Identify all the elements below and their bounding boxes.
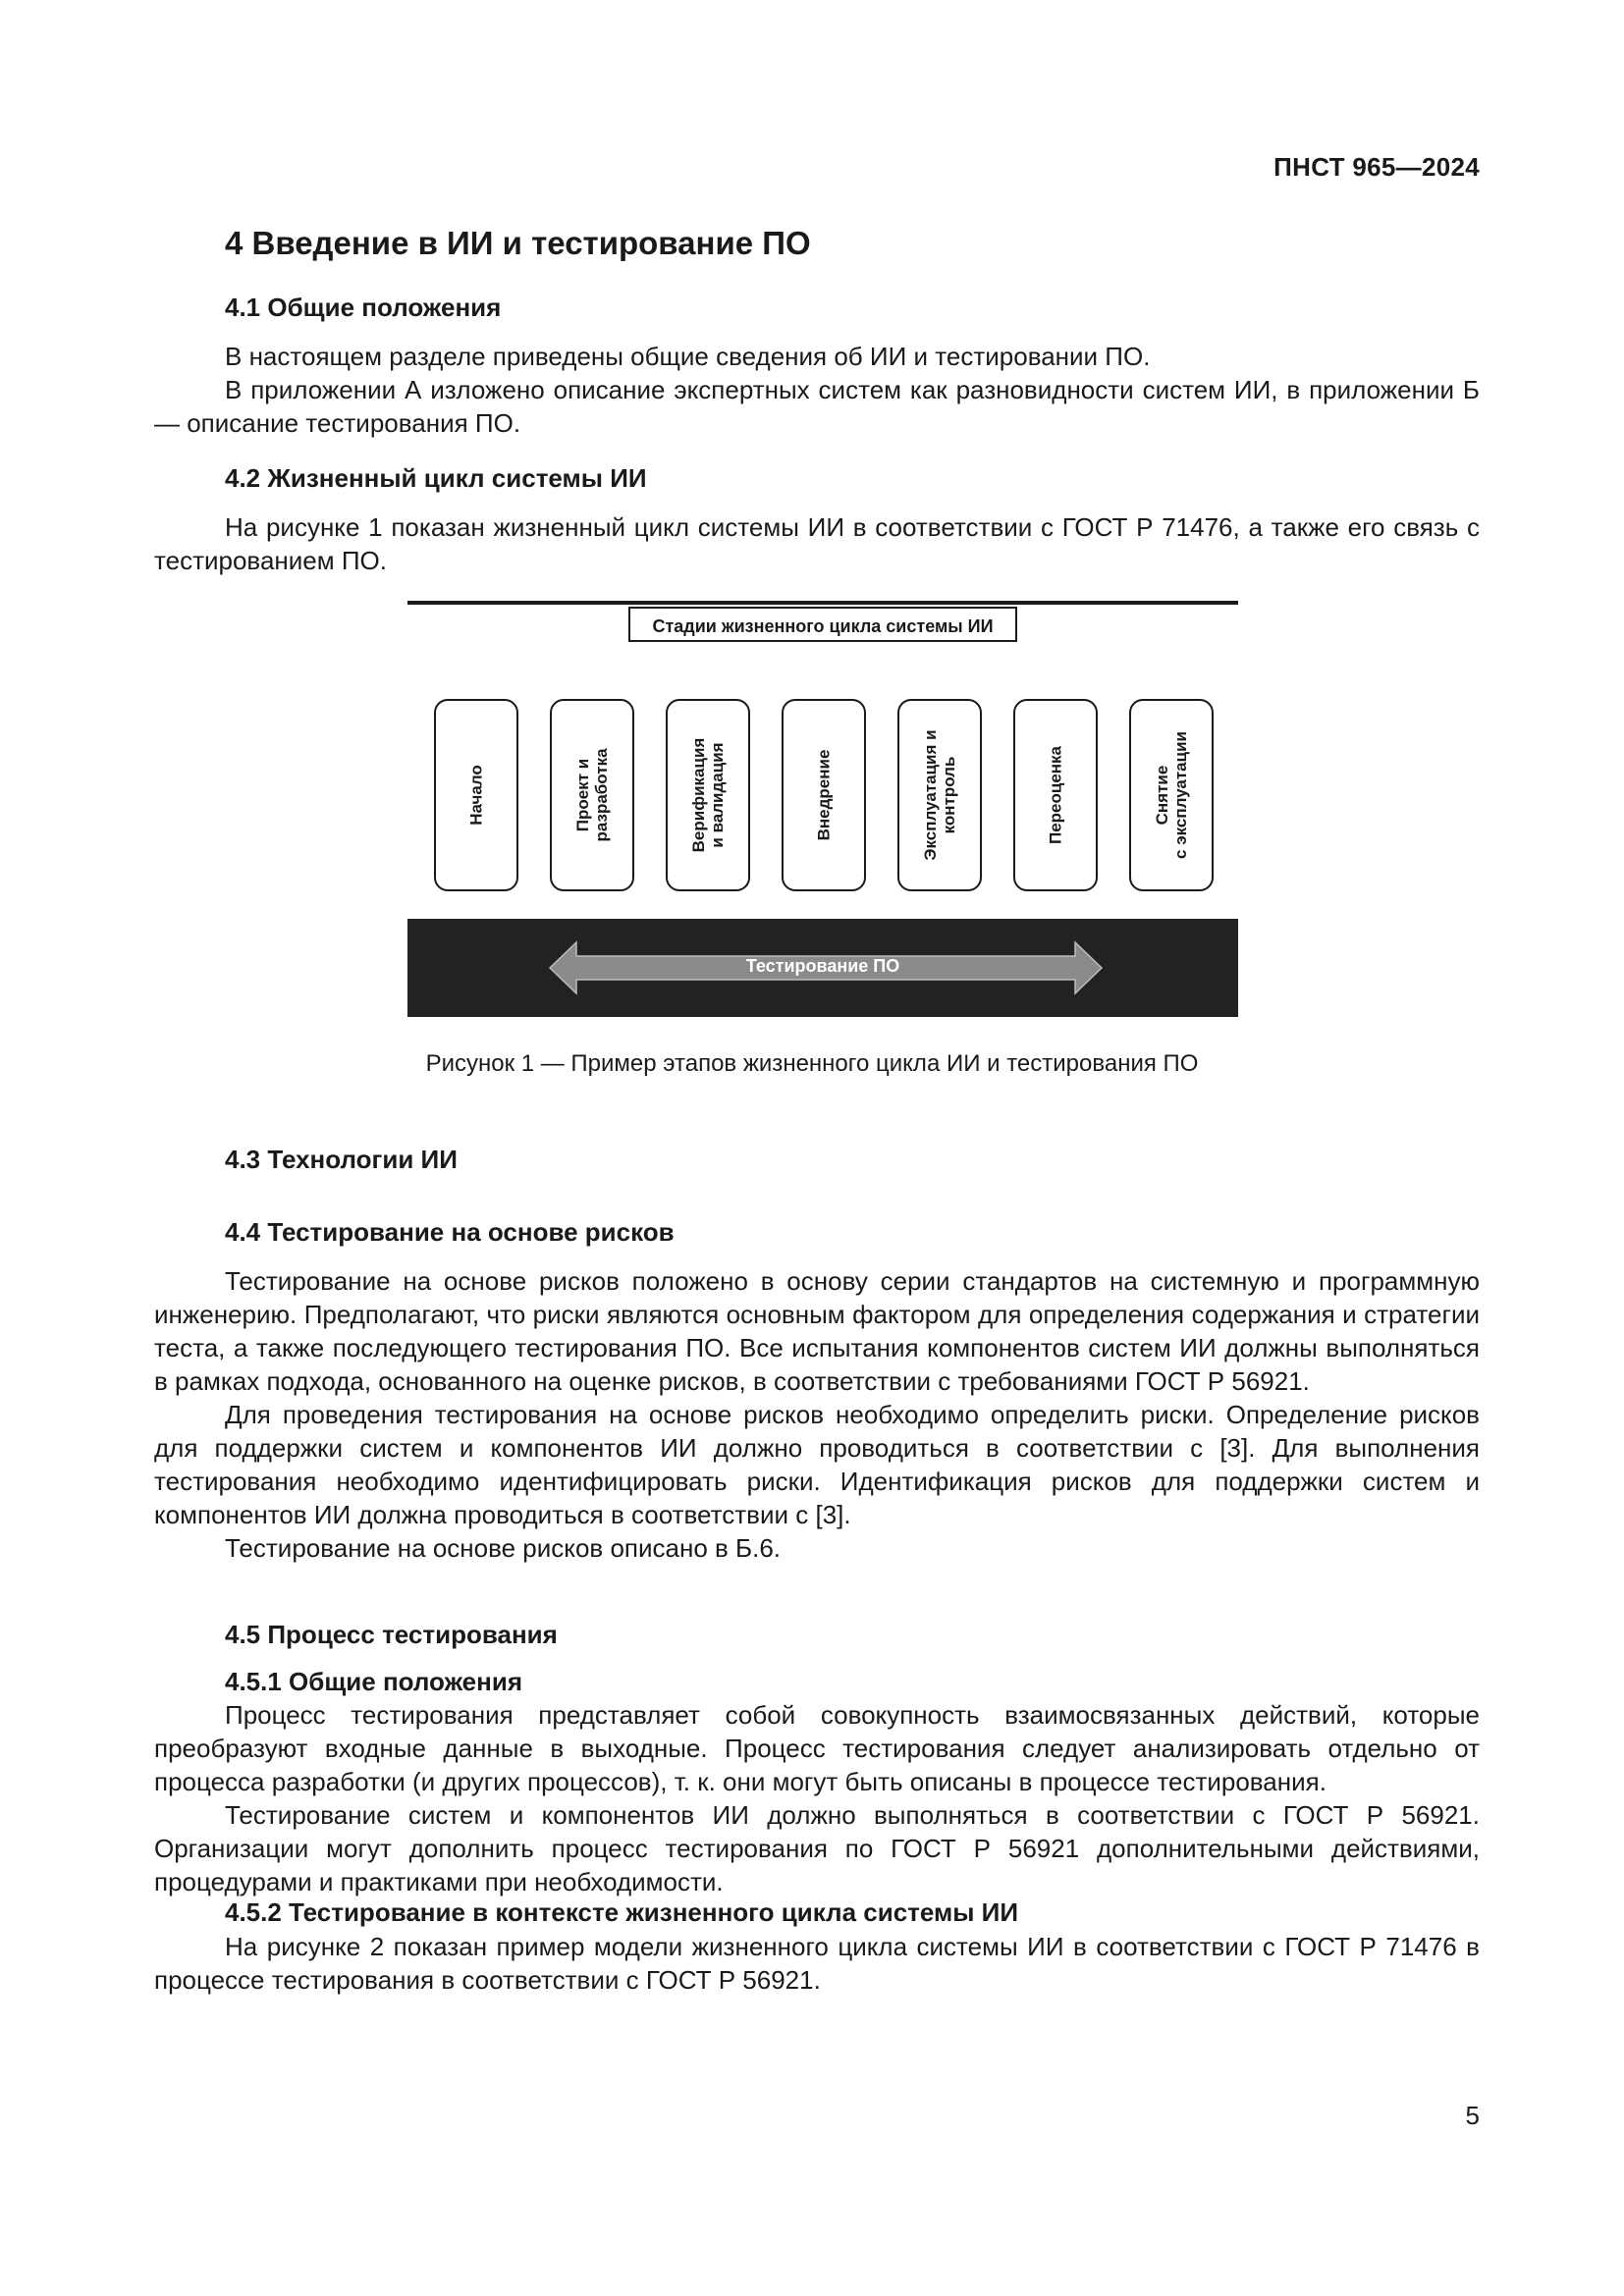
stage-label: Верификация и валидация: [689, 737, 727, 853]
stage-box-verification: [666, 699, 750, 891]
section-title: 4 Введение в ИИ и тестирование ПО: [225, 225, 811, 261]
testing-bar: [407, 919, 1238, 1017]
figure-top-rule: [407, 601, 1238, 605]
stage-box-start: [434, 699, 518, 891]
heading-4-2: 4.2 Жизненный цикл системы ИИ: [225, 463, 647, 493]
section-4-1-body: [154, 340, 1480, 440]
paragraph: В приложении А изложено описание экспертных систем как разновидности систем ИИ, в приложении Б — описание тестирования ПО.: [154, 375, 1480, 438]
section-4-5-2-body: [154, 1930, 1480, 1997]
stage-label: Снятие с эксплуатации: [1153, 731, 1190, 859]
paragraph: В настоящем разделе приведены общие сведения об ИИ и тестировании ПО.: [225, 342, 1151, 371]
paragraph: На рисунке 1 показан жизненный цикл системы ИИ в соответствии с ГОСТ Р 71476, а также его связь с тестированием ПО.: [154, 512, 1480, 575]
standard-id: ПНСТ 965—2024: [1273, 152, 1480, 182]
paragraph: Процесс тестирования представляет собой совокупность взаимосвязанных действий, которые преобразуют входные данные в выходные. Процесс тестирования следует анализировать отдельно от процесса разработки (и других процессов), т. к. они могут быть описаны в процессе тестирования.: [154, 1700, 1480, 1796]
stage-box-design: [550, 699, 634, 891]
stage-box-retirement: [1129, 699, 1214, 891]
paragraph: Тестирование систем и компонентов ИИ должно выполняться в соответствии с ГОСТ Р 56921. Организации могут дополнить процесс тестирования по ГОСТ Р 56921 дополнительными действиями, процедурами и практиками при необходимости.: [154, 1800, 1480, 1896]
figure-1-lifecycle-diagram: [407, 601, 1238, 1017]
stage-box-reevaluation: [1013, 699, 1098, 891]
paragraph: Для проведения тестирования на основе рисков необходимо определить риски. Определение рисков для поддержки систем и компонентов ИИ должно проводиться в соответствии с [3]. Для выполнения тестирования необходимо идентифицировать риски. Идентификация рисков для поддержки систем и компонентов ИИ должна проводиться в соответствии с [3].: [154, 1400, 1480, 1529]
heading-4-4: 4.4 Тестирование на основе рисков: [225, 1217, 675, 1247]
testing-label: Тестирование ПО: [745, 956, 900, 976]
heading-4-5-1: 4.5.1 Общие положения: [225, 1667, 522, 1696]
heading-4-3: 4.3 Технологии ИИ: [225, 1145, 458, 1174]
stage-label: Начало: [466, 765, 486, 826]
stage-box-operation: [897, 699, 982, 891]
paragraph: Тестирование на основе рисков положено в основу серии стандартов на системную и программную инженерию. Предполагают, что риски являются основным фактором для определения содержания и стратегии теста, а также последующего тестирования ПО. Все испытания компонентов систем ИИ должны выполняться в рамках подхода, основанного на оценке рисков, в соответствии с требованиями ГОСТ Р 56921.: [154, 1266, 1480, 1396]
stage-box-deployment: [782, 699, 866, 891]
section-4-5-1-body: [154, 1698, 1480, 1898]
paragraph: На рисунке 2 показан пример модели жизненного цикла системы ИИ в соответствии с ГОСТ Р 71476 в процессе тестирования в соответствии с ГОСТ Р 56921.: [154, 1932, 1480, 1995]
heading-4-5: 4.5 Процесс тестирования: [225, 1620, 558, 1649]
page-number: 5: [1465, 2101, 1480, 2130]
stage-label: Внедрение: [814, 749, 834, 841]
heading-4-5-2: 4.5.2 Тестирование в контексте жизненного цикла системы ИИ: [225, 1897, 1019, 1927]
heading-4-1: 4.1 Общие положения: [225, 293, 502, 322]
section-4-2-body: [154, 510, 1480, 577]
stage-label: Проект и разработка: [573, 748, 611, 842]
figure-title-box: Стадии жизненного цикла системы ИИ: [628, 607, 1017, 642]
stage-label: Эксплуатация и контроль: [921, 729, 958, 861]
paragraph: Тестирование на основе рисков описано в Б.6.: [225, 1533, 782, 1563]
section-4-4-body: [154, 1264, 1480, 1565]
figure-1-caption: Рисунок 1 — Пример этапов жизненного цикла ИИ и тестирования ПО: [425, 1050, 1199, 1077]
stage-label: Переоценка: [1046, 745, 1065, 845]
